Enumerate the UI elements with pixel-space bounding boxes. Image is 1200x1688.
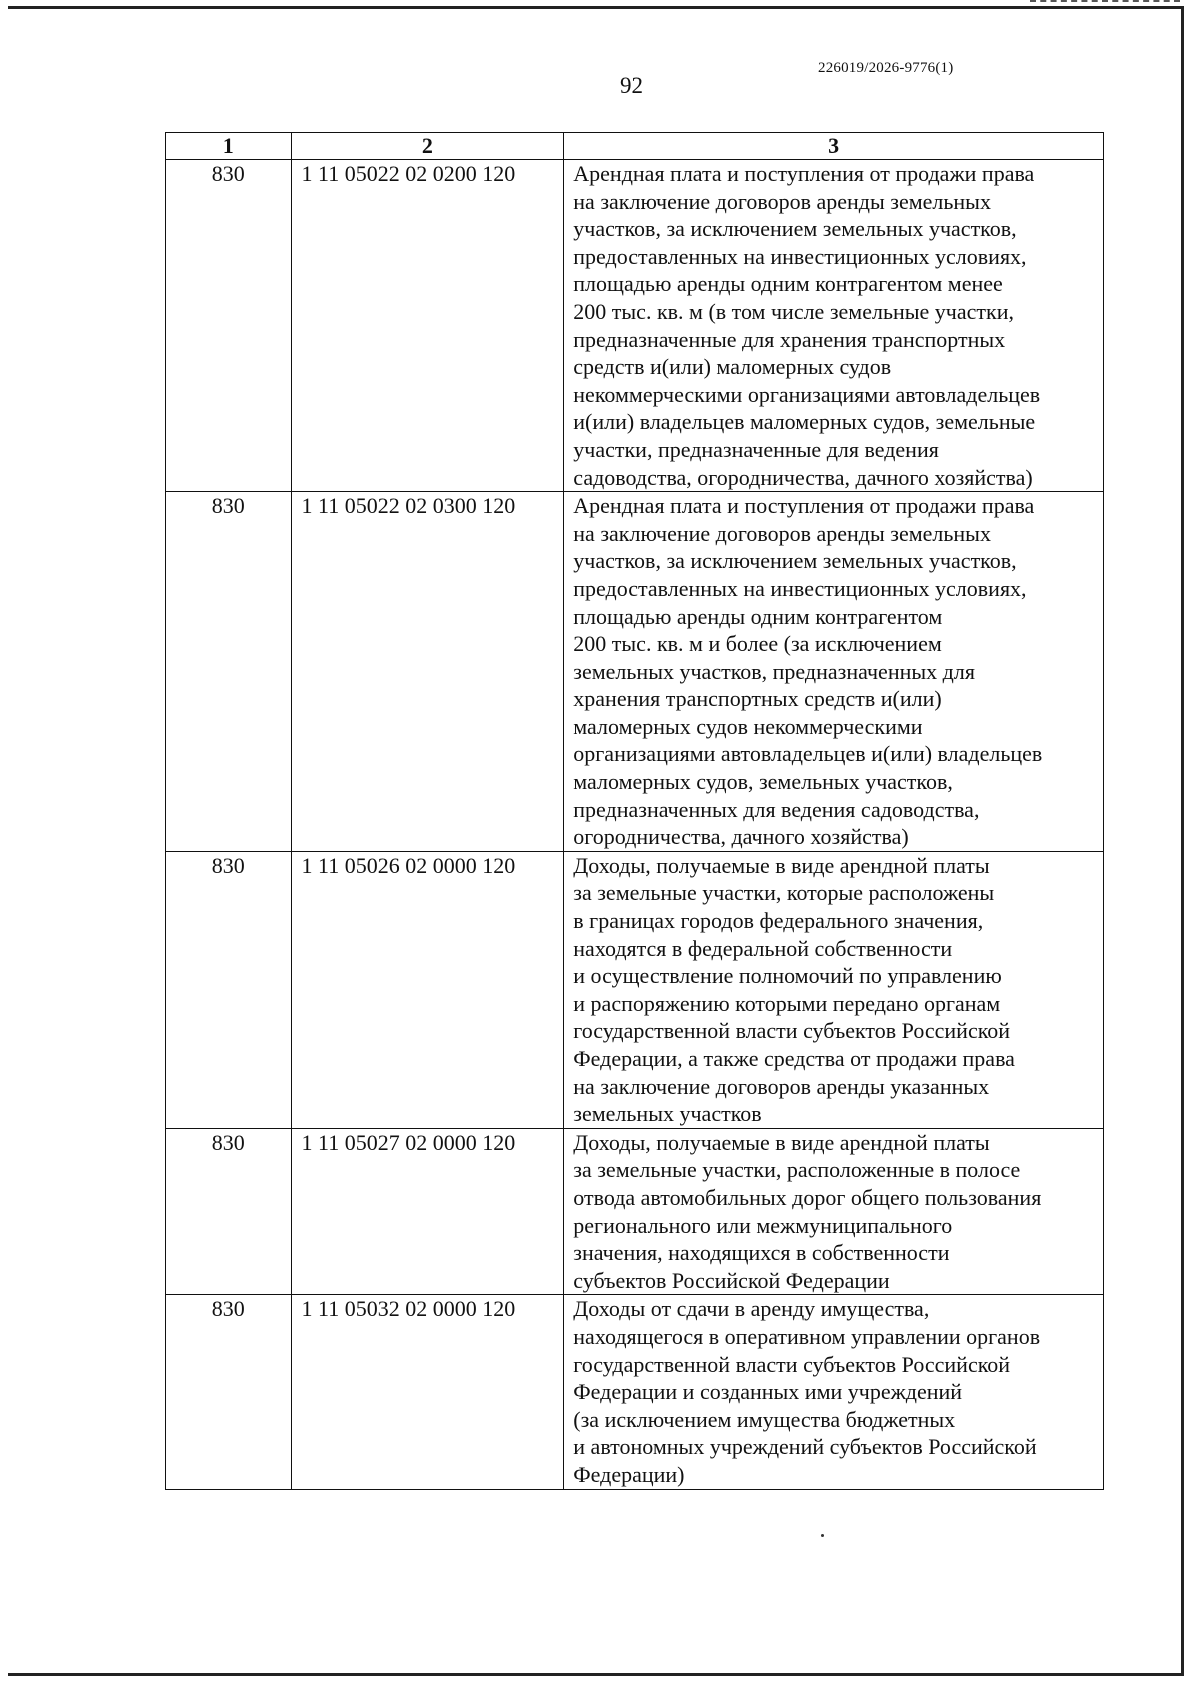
income-name-line: находящегося в оперативном управлении органов <box>573 1323 1041 1349</box>
income-name-cell <box>564 492 1104 852</box>
income-name-line: участки, предназначенные для ведения <box>573 436 939 462</box>
column-header-1: 1 <box>166 133 292 160</box>
income-name-line: государственной власти субъектов Российской <box>573 1018 1011 1044</box>
income-name-line: организациями автовладельцев и(или) владельцев <box>573 741 1043 767</box>
income-name-line: площадью аренды одним контрагентом менее <box>573 271 1003 297</box>
column-header-3: 3 <box>564 133 1104 160</box>
income-name-line: значения, находящихся в собственности <box>573 1240 950 1266</box>
income-name-line: на заключение договоров аренды земельных <box>573 188 991 214</box>
income-code-cell: 1 11 05032 02 0000 120 <box>291 1295 564 1489</box>
income-name-line: и осуществление полномочий по управлению <box>573 963 1002 989</box>
income-name-line: маломерных судов некоммерческими <box>573 713 923 739</box>
table-row <box>166 1128 1104 1295</box>
income-name-line: огородничества, дачного хозяйства) <box>573 824 909 850</box>
income-name-line: в границах городов федерального значения, <box>573 908 984 934</box>
income-name-line: Доходы, получаемые в виде арендной платы <box>573 1129 990 1155</box>
income-name-line: отвода автомобильных дорог общего пользования <box>573 1184 1042 1210</box>
income-name-line: Доходы от сдачи в аренду имущества, <box>573 1296 930 1322</box>
income-name-cell <box>564 160 1104 492</box>
income-name-line: земельных участков <box>573 1101 762 1127</box>
income-name-line: маломерных судов, земельных участков, <box>573 769 953 795</box>
income-name-line: за земельные участки, которые расположены <box>573 880 995 906</box>
income-code-cell: 1 11 05022 02 0300 120 <box>291 492 564 852</box>
admin-code-cell: 830 <box>166 1128 292 1295</box>
income-name-line: предназначенные для хранения транспортных <box>573 326 1006 352</box>
income-name-line: предназначенных для ведения садоводства, <box>573 796 980 822</box>
income-name-line: на заключение договоров аренды указанных <box>573 1073 990 1099</box>
income-code-cell: 1 11 05022 02 0200 120 <box>291 160 564 492</box>
income-name-line: участков, за исключением земельных участков, <box>573 216 1017 242</box>
income-name-line: и(или) владельцев маломерных судов, земельные <box>573 409 1036 435</box>
income-name-line: 200 тыс. кв. м (в том числе земельные участки, <box>573 298 1014 324</box>
scan-speck <box>821 1534 824 1537</box>
admin-code-cell: 830 <box>166 1295 292 1489</box>
income-name-line: садоводства, огородничества, дачного хозяйства) <box>573 464 1033 490</box>
income-name-line: (за исключением имущества бюджетных <box>573 1406 956 1432</box>
scan-edge-marks <box>1030 0 1180 7</box>
income-name-line: за земельные участки, расположенные в полосе <box>573 1157 1021 1183</box>
table-row <box>166 1295 1104 1489</box>
income-code-cell: 1 11 05027 02 0000 120 <box>291 1128 564 1295</box>
income-name-line: хранения транспортных средств и(или) <box>573 686 942 712</box>
income-name-line: Доходы, получаемые в виде арендной платы <box>573 852 990 878</box>
document-id: 226019/2026-9776(1) <box>818 60 954 76</box>
table-header-row <box>166 133 1104 160</box>
income-name-line: Федерации и созданных ими учреждений <box>573 1379 963 1405</box>
income-name-line: некоммерческими организациями автовладельцев <box>573 381 1041 407</box>
income-name-line: и распоряжению которыми передано органам <box>573 990 1001 1016</box>
budget-classification-table <box>165 132 1104 1490</box>
income-name-line: субъектов Российской Федерации <box>573 1267 890 1293</box>
income-name-cell <box>564 851 1104 1128</box>
income-name-line: Федерации) <box>573 1461 685 1487</box>
table-row <box>166 851 1104 1128</box>
income-name-line: предоставленных на инвестиционных условиях, <box>573 243 1027 269</box>
income-name-line: и автономных учреждений субъектов Российской <box>573 1434 1037 1460</box>
income-name-cell <box>564 1295 1104 1489</box>
admin-code-cell: 830 <box>166 492 292 852</box>
table-row <box>166 492 1104 852</box>
admin-code-cell: 830 <box>166 851 292 1128</box>
income-name-cell <box>564 1128 1104 1295</box>
income-name-line: площадью аренды одним контрагентом <box>573 603 943 629</box>
income-name-line: средств и(или) маломерных судов <box>573 354 892 380</box>
admin-code-cell: 830 <box>166 160 292 492</box>
income-name-line: участков, за исключением земельных участков, <box>573 548 1017 574</box>
income-code-cell: 1 11 05026 02 0000 120 <box>291 851 564 1128</box>
table-body <box>166 160 1104 1490</box>
page-number: 92 <box>620 73 643 98</box>
income-name-line: регионального или межмуниципального <box>573 1212 953 1238</box>
income-name-line: земельных участков, предназначенных для <box>573 658 975 684</box>
income-name-line: 200 тыс. кв. м и более (за исключением <box>573 631 942 657</box>
income-name-line: предоставленных на инвестиционных условиях, <box>573 575 1027 601</box>
table-row <box>166 160 1104 492</box>
income-name-line: Федерации, а также средства от продажи права <box>573 1046 1015 1071</box>
income-name-line: государственной власти субъектов Российской <box>573 1351 1011 1377</box>
column-header-2: 2 <box>291 133 564 160</box>
income-name-line: на заключение договоров аренды земельных <box>573 520 991 546</box>
income-name-line: Арендная плата и поступления от продажи права <box>573 493 1035 519</box>
income-name-line: Арендная плата и поступления от продажи права <box>573 161 1035 186</box>
income-name-line: находятся в федеральной собственности <box>573 935 953 961</box>
